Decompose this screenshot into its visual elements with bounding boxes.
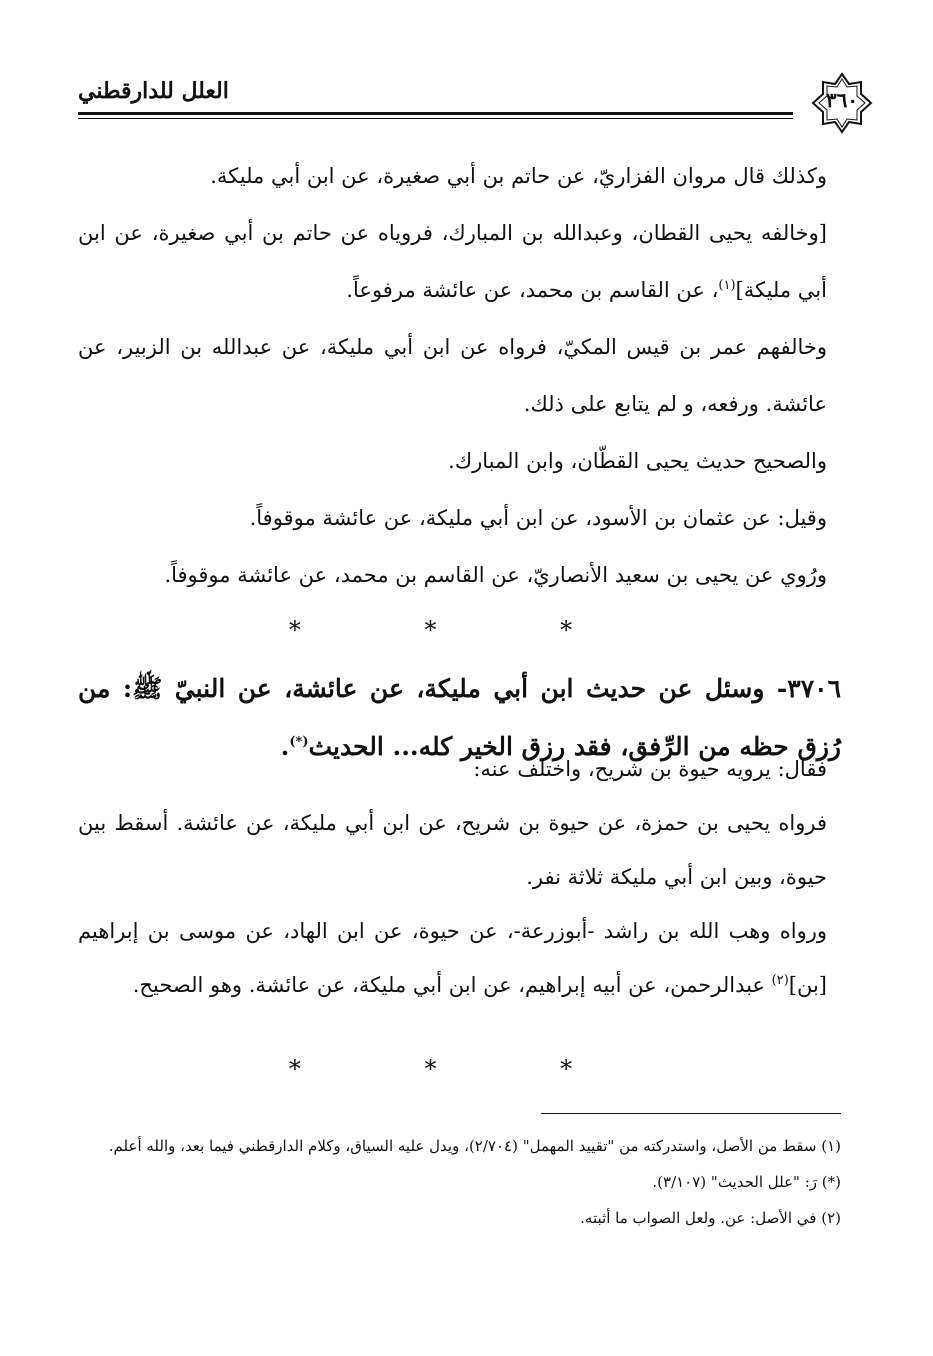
section-divider: * * * bbox=[288, 616, 631, 644]
footnote-ref-1[interactable]: (١) bbox=[718, 278, 736, 293]
paragraph-1: وكذلك قال مروان الفزاريّ، عن حاتم بن أبي صغيرة، عن ابن أبي مليكة. bbox=[210, 164, 827, 188]
running-header bbox=[78, 72, 873, 132]
page-number: ٣٦٠ bbox=[825, 88, 859, 112]
footnote-2: (٢) في الأصل: عن. ولعل الصواب ما أثبته. bbox=[580, 1209, 841, 1227]
section-divider-2: * * * bbox=[288, 1055, 631, 1083]
paragraph-6: ورُوي عن يحيى بن سعيد الأنصاريّ، عن القاسم بن محمد، عن عائشة موقوفاً. bbox=[164, 563, 827, 587]
answer-paragraph-2: فرواه يحيى بن حمزة، عن حيوة بن شريح، عن ابن أبي مليكة، عن عائشة. أسقط بين حيوة، وبين ابن أبي مليكة ثلاثة نفر. bbox=[78, 811, 827, 889]
footnote-rule bbox=[541, 1113, 841, 1114]
header-rule bbox=[78, 112, 793, 115]
answer-paragraph-3 bbox=[78, 904, 841, 1012]
footnote-ref-2[interactable]: (٢) bbox=[771, 973, 789, 988]
paragraph-5: وقيل: عن عثمان بن الأسود، عن ابن أبي مليكة، عن عائشة موقوفاً. bbox=[249, 506, 827, 530]
footnote-star: (*) رَ: "علل الحديث" (٣/١٠٧). bbox=[652, 1173, 841, 1191]
paragraph-2-tail: ، عن القاسم بن محمد، عن عائشة مرفوعاً. bbox=[346, 278, 719, 302]
header-rule-thin bbox=[78, 118, 793, 119]
question-heading-end: . bbox=[280, 732, 290, 761]
paragraph-2 bbox=[78, 205, 841, 319]
paragraph-3: وخالفهم عمر بن قيس المكيّ، فرواه عن ابن أبي مليكة، عن عبدالله بن الزبير، عن عائشة. ورفعه، و لم يتابع على ذلك. bbox=[78, 335, 827, 416]
main-text bbox=[78, 148, 841, 776]
answer-paragraph-1: فقال: يرويه حيوة بن شريح، واختلف عنه: bbox=[473, 757, 827, 781]
answer-paragraph-3a: ورواه وهب الله بن راشد -أبوزرعة-، عن حيوة، عن ابن الهاد، عن موسى بن إبراهيم [بن] bbox=[78, 919, 827, 997]
question-heading-text: ٣٧٠٦- وسئل عن حديث ابن أبي مليكة، عن عائشة، عن النبيّ ﷺ: من رُزق حظه من الرِّفق، فقد رزق الخير كله... الحديث bbox=[78, 674, 841, 761]
footnote-1: (١) سقط من الأصل، واستدركته من "تقييد المهمل" (٢/٧٠٤)، ويدل عليه السياق، وكلام الدارقطني فيما بعد، والله أعلم. bbox=[108, 1137, 841, 1155]
answer-text bbox=[78, 742, 841, 1012]
footnote-ref-star[interactable]: (*) bbox=[289, 734, 309, 750]
paragraph-2-text: [وخالفه يحيى القطان، وعبدالله بن المبارك، فروياه عن حاتم بن أبي صغيرة، عن ابن أبي مليكة] bbox=[78, 221, 827, 302]
footnotes bbox=[78, 1128, 841, 1236]
answer-paragraph-3b: عبدالرحمن، عن أبيه إبراهيم، عن ابن أبي مليكة، عن عائشة. وهو الصحيح. bbox=[132, 973, 772, 997]
book-title: العلل للدارقطني bbox=[78, 78, 229, 104]
paragraph-4: والصحيح حديث يحيى القطّان، وابن المبارك. bbox=[448, 449, 827, 473]
